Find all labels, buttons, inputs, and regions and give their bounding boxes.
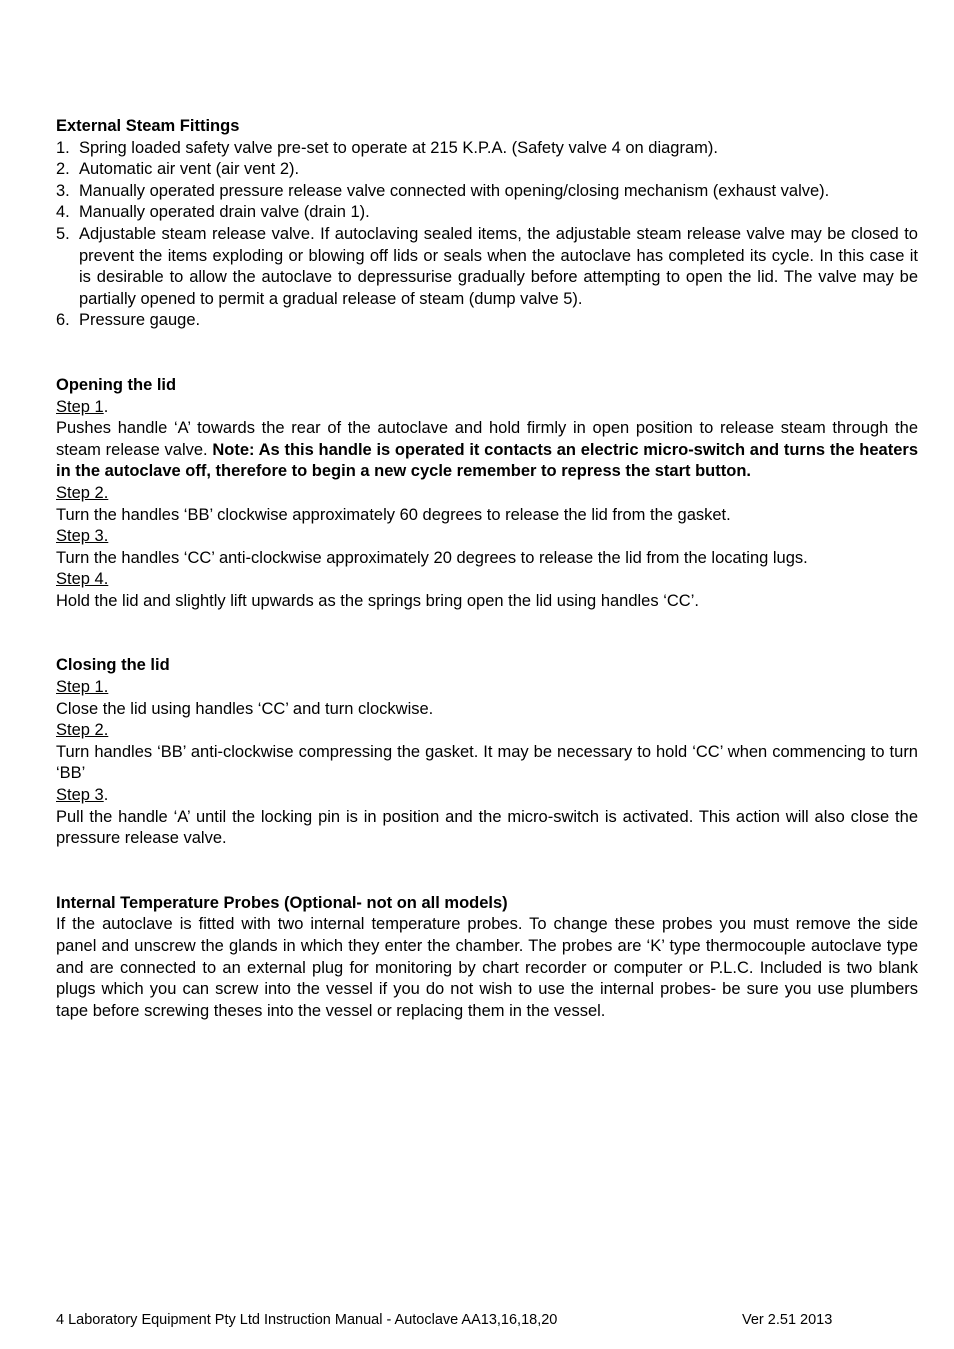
list-text: Spring loaded safety valve pre-set to operate at 215 K.P.A. (Safety valve 4 on diagram). [79, 138, 718, 157]
list-text: Automatic air vent (air vent 2). [79, 160, 300, 179]
step-label: Step 2. [56, 483, 109, 502]
list-text: Manually operated pressure release valve connected with opening/closing mechanism (exhaust valve). [79, 181, 830, 200]
step-text [56, 418, 918, 483]
step-text: Close the lid using handles ‘CC’ and turn clockwise. [56, 699, 434, 718]
temperature-probes-section [56, 893, 918, 1023]
list-item [56, 224, 918, 310]
list-number: 1. [56, 138, 70, 157]
section-heading: Closing the lid [56, 656, 170, 675]
fittings-list [56, 138, 918, 332]
step-text: Turn the handles ‘BB’ clockwise approximately 60 degrees to release the lid from the gasket. [56, 505, 731, 524]
step-label: Step 3 [56, 786, 104, 805]
step-period: . [103, 786, 109, 805]
step-text: Turn the handles ‘CC’ anti-clockwise approximately 20 degrees to release the lid from the locating lugs. [56, 548, 808, 567]
list-number: 6. [56, 311, 70, 330]
section-heading: External Steam Fittings [56, 117, 240, 135]
list-number: 2. [56, 160, 70, 179]
step-text: Pull the handle ‘A’ until the locking pin is in position and the micro-switch is activated. This action will also close the pressure release valve. [56, 807, 918, 848]
list-item [56, 138, 918, 160]
opening-lid-section [56, 375, 918, 613]
section-text: If the autoclave is fitted with two internal temperature probes. To change these probes you must remove the side panel and unscrew the glands in which they enter the chamber. The probes are ‘K’ type thermocouple autoclave type and are connected to an external plug for monitoring by chart recorder or computer or P.L.C. Included is two blank plugs which you can screw into the vessel if you do not wish to use the internal probes- be sure you use plumbers tape before screwing theses into the vessel or replacing them in the vessel. [56, 915, 918, 1020]
step-period: . [103, 397, 109, 416]
list-text: Adjustable steam release valve. If autoclaving sealed items, the adjustable steam release valve may be closed to prevent the items exploding or blowing off lids or seals when the autoclave has completed its cycle. In this case it is desirable to allow the autoclave to depressurise gradually before attempting to open the lid. The valve may be partially opened to permit a gradual release of steam (dump valve 5). [79, 224, 918, 308]
step-label: Step 4. [56, 570, 109, 589]
list-item [56, 181, 918, 203]
closing-lid-section [56, 655, 918, 849]
list-item [56, 202, 918, 224]
list-text: Pressure gauge. [79, 311, 201, 330]
step-label: Step 3. [56, 527, 109, 546]
step-label: Step 1. [56, 678, 109, 697]
section-heading: Internal Temperature Probes (Optional- not on all models) [56, 893, 508, 912]
list-text: Manually operated drain valve (drain 1). [79, 203, 370, 222]
external-steam-fittings-section [56, 116, 918, 332]
step-text: Turn handles ‘BB’ anti-clockwise compressing the gasket. It may be necessary to hold ‘CC’ when commencing to turn ‘BB’ [56, 742, 918, 783]
step-text: Hold the lid and slightly lift upwards as the springs bring open the lid using handles ‘CC’. [56, 591, 699, 610]
list-item [56, 310, 918, 332]
list-number: 4. [56, 203, 70, 222]
step-body: Pushes handle ‘A’ towards the rear of the autoclave and hold firmly in open position to release steam through the steam release valve. [56, 419, 918, 459]
list-number: 3. [56, 181, 70, 200]
step-note: Note: As this handle is operated it contacts an electric micro-switch and turns the heaters in the autoclave off, therefore to begin a new cycle remember to repress the start button. [56, 440, 918, 481]
document-body [56, 116, 918, 1022]
step-label: Step 1 [56, 397, 104, 416]
section-heading: Opening the lid [56, 375, 177, 394]
footer-version: Ver 2.51 2013 [742, 1312, 833, 1328]
footer-title: 4 Laboratory Equipment Pty Ltd Instruction Manual - Autoclave AA13,16,18,20 [56, 1312, 558, 1328]
list-number: 5. [56, 224, 70, 243]
list-item [56, 159, 918, 181]
step-label: Step 2. [56, 721, 109, 740]
